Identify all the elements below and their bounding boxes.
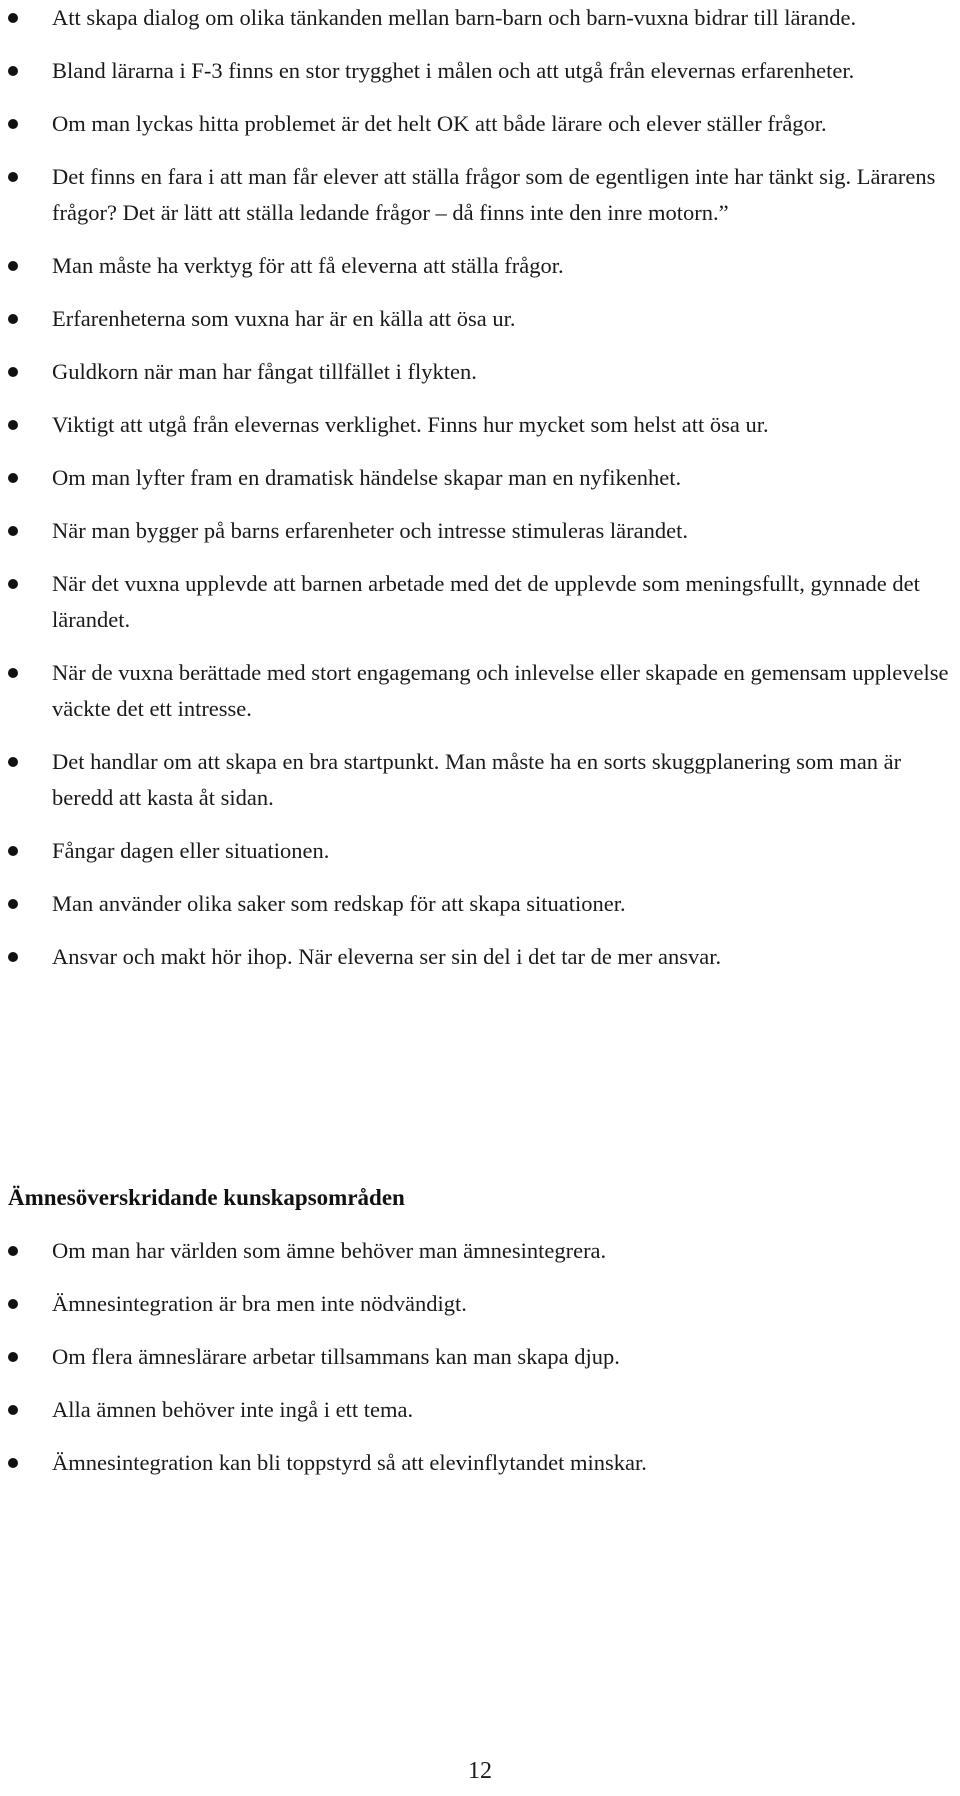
list-item: Ämnesintegration kan bli toppstyrd så att elevinflytandet minskar.	[0, 1445, 960, 1481]
list-item: Erfarenheterna som vuxna har är en källa att ösa ur.	[0, 301, 960, 337]
list-item: Bland lärarna i F-3 finns en stor trygghet i målen och att utgå från elevernas erfarenheter.	[0, 53, 960, 89]
list-item: Man använder olika saker som redskap för att skapa situationer.	[0, 886, 960, 922]
list-item: Man måste ha verktyg för att få eleverna att ställa frågor.	[0, 248, 960, 284]
list-item: Ämnesintegration är bra men inte nödvändigt.	[0, 1286, 960, 1322]
list-item: Att skapa dialog om olika tänkanden mellan barn-barn och barn-vuxna bidrar till lärande.	[0, 0, 960, 36]
list-item: Alla ämnen behöver inte ingå i ett tema.	[0, 1392, 960, 1428]
page-number: 12	[468, 1758, 492, 1784]
list-item: När det vuxna upplevde att barnen arbetade med det de upplevde som meningsfullt, gynnade det lärandet.	[0, 566, 960, 638]
list-item: Om man lyfter fram en dramatisk händelse skapar man en nyfikenhet.	[0, 460, 960, 496]
list-item: Viktigt att utgå från elevernas verklighet. Finns hur mycket som helst att ösa ur.	[0, 407, 960, 443]
list-item: När de vuxna berättade med stort engagemang och inlevelse eller skapade en gemensam upplevelse väckte det ett intresse.	[0, 655, 960, 727]
list-item: När man bygger på barns erfarenheter och intresse stimuleras lärandet.	[0, 513, 960, 549]
list-item: Om flera ämneslärare arbetar tillsammans kan man skapa djup.	[0, 1339, 960, 1375]
list-item: Guldkorn när man har fångat tillfället i flykten.	[0, 354, 960, 390]
list-item: Ansvar och makt hör ihop. När eleverna ser sin del i det tar de mer ansvar.	[0, 939, 960, 975]
list-item: Om man lyckas hitta problemet är det helt OK att både lärare och elever ställer frågor.	[0, 106, 960, 142]
list-item: Det handlar om att skapa en bra startpunkt. Man måste ha en sorts skuggplanering som man är beredd att kasta åt sidan.	[0, 744, 960, 816]
bullet-list-bottom	[0, 1233, 960, 1498]
list-item: Om man har världen som ämne behöver man ämnesintegrera.	[0, 1233, 960, 1269]
list-item: Fångar dagen eller situationen.	[0, 833, 960, 869]
list-item: Det finns en fara i att man får elever att ställa frågor som de egentligen inte har tänkt sig. Lärarens frågor? Det är lätt att ställa ledande frågor – då finns inte den inre motorn.”	[0, 159, 960, 231]
section-heading: Ämnesöverskridande kunskapsområden	[8, 1185, 405, 1210]
